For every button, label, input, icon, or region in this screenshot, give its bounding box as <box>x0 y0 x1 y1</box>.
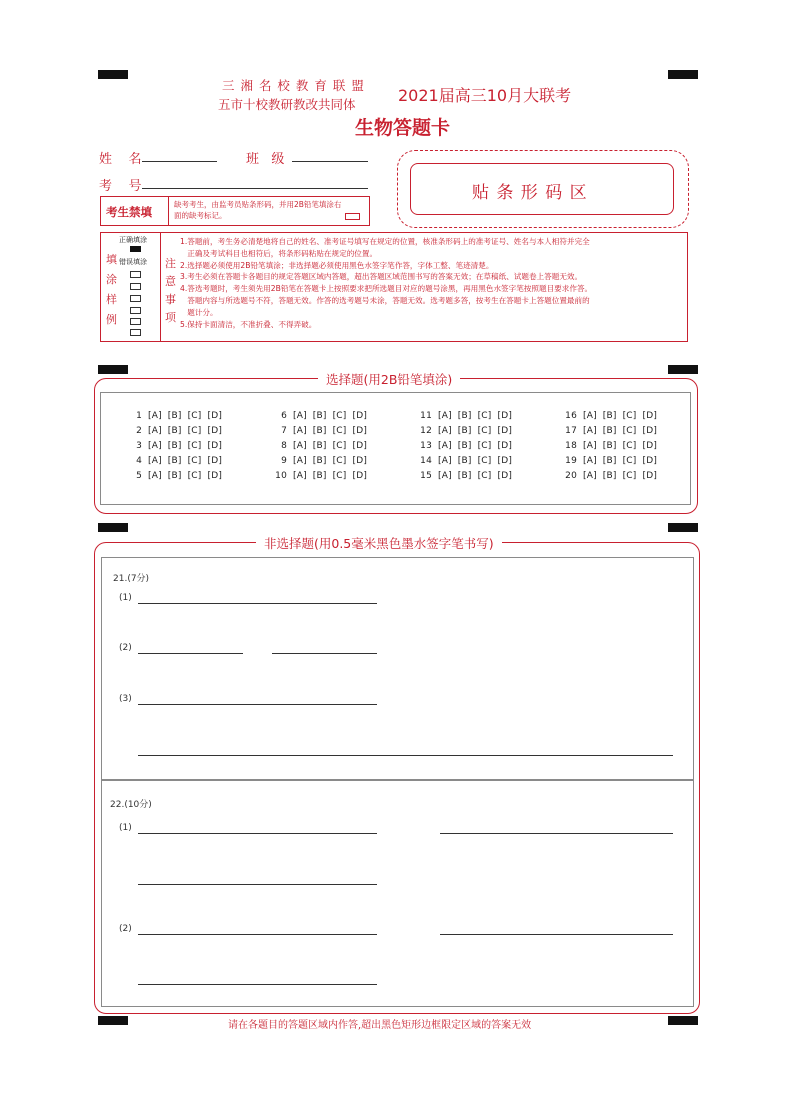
choice-option-bubble[interactable]: [C] <box>622 456 637 466</box>
choice-option-bubble[interactable]: [D] <box>207 426 223 436</box>
q21-part-3-line-long[interactable] <box>138 755 673 756</box>
q22-part-1-label: (1) <box>119 823 132 833</box>
correct-fill-sample <box>130 246 141 252</box>
id-input-line[interactable] <box>142 188 368 189</box>
choice-option-bubble[interactable]: [C] <box>332 456 347 466</box>
fill-example-cell <box>101 233 161 341</box>
choice-option-bubble[interactable]: [D] <box>642 456 658 466</box>
q22-part-1-line-a[interactable] <box>138 833 377 834</box>
q21-answer-box <box>101 557 694 781</box>
correct-fill-label: 正确填涂 <box>119 236 147 244</box>
absent-mark-box[interactable] <box>345 213 360 220</box>
exam-title: 2021届高三10月大联考 <box>398 86 572 105</box>
choice-option-bubble[interactable]: [D] <box>642 441 658 451</box>
choice-question-number: 13 <box>420 441 432 451</box>
choice-option-bubble[interactable]: [C] <box>332 411 347 421</box>
choice-option-bubble[interactable]: [B] <box>167 471 182 481</box>
notes-char: 意 <box>165 275 176 288</box>
choice-option-bubble[interactable]: [C] <box>622 471 637 481</box>
choice-option-bubble[interactable]: [D] <box>207 411 223 421</box>
q22-part-1-line-b[interactable] <box>440 833 673 834</box>
choice-option-bubble[interactable]: [A] <box>438 426 452 436</box>
choice-option-bubble[interactable]: [C] <box>332 441 347 451</box>
choice-question-number: 15 <box>420 471 432 481</box>
choice-question-number: 17 <box>565 426 577 436</box>
choice-option-bubble[interactable]: [B] <box>312 411 327 421</box>
choice-question-row <box>273 411 373 421</box>
notes-item: 4.答选考题时，考生须先用2B铅笔在答题卡上按照要求把所选题目对应的题号涂黑，再用黑色水签字笔按照题目要求作答。 <box>180 284 593 294</box>
choice-option-bubble[interactable]: [B] <box>167 411 182 421</box>
notes-item: 1.答题前，考生务必清楚地将自己的姓名、准考证号填写在规定的位置，核准条形码上的准考证号、姓名与本人相符并完全 <box>180 237 590 246</box>
notes-char: 事 <box>165 293 176 306</box>
choice-question-row <box>418 471 518 481</box>
footer-notice: 请在各题目的答题区域内作答,超出黑色矩形边框限定区域的答案无效 <box>228 1020 532 1031</box>
choice-option-bubble[interactable]: [C] <box>187 471 202 481</box>
choice-option-bubble[interactable]: [B] <box>312 456 327 466</box>
choice-option-bubble[interactable]: [C] <box>332 426 347 436</box>
choice-option-bubble[interactable]: [A] <box>148 426 162 436</box>
wrong-fill-sample-dot <box>130 295 141 302</box>
choice-option-bubble[interactable]: [D] <box>497 471 513 481</box>
choice-question-number: 20 <box>565 471 577 481</box>
timing-mark <box>98 70 128 79</box>
choice-option-bubble[interactable]: [D] <box>642 426 658 436</box>
choice-option-bubble[interactable]: [B] <box>312 426 327 436</box>
notes-item: 正确及考试科目也相符后，将条形码粘贴在规定的位置。 <box>180 248 378 258</box>
q22-title: 22.(10分) <box>110 800 152 810</box>
q22-part-2-line-c[interactable] <box>138 984 377 985</box>
choice-question-number: 5 <box>136 471 142 481</box>
q21-part-2-line-b[interactable] <box>272 653 377 654</box>
choice-question-row <box>128 426 228 436</box>
timing-mark <box>668 70 698 79</box>
fill-example-char: 例 <box>106 313 117 326</box>
notes-item: 3.考生必须在答题卡各题目的规定答题区域内答题，超出答题区域范围书写的答案无效；在草稿纸、试题卷上答题无效。 <box>180 272 583 282</box>
choice-question-number: 2 <box>136 426 142 436</box>
choice-option-bubble[interactable]: [C] <box>477 411 492 421</box>
fill-example-char: 涂 <box>106 273 117 286</box>
class-input-line[interactable] <box>292 161 368 162</box>
choice-option-bubble[interactable]: [D] <box>497 441 513 451</box>
notes-char: 项 <box>165 311 176 324</box>
choice-option-bubble[interactable]: [C] <box>187 426 202 436</box>
nonchoice-section-title: 非选择题(用0.5毫米黑色墨水签字笔书写) <box>256 534 502 552</box>
choice-option-bubble[interactable]: [A] <box>293 471 307 481</box>
forbidden-label: 考生禁填 <box>106 205 152 219</box>
wrong-fill-sample-check <box>130 271 141 278</box>
q21-part-1-label: (1) <box>119 593 132 603</box>
choice-option-bubble[interactable]: [A] <box>583 411 597 421</box>
choice-option-bubble[interactable]: [D] <box>642 471 658 481</box>
choice-question-number: 4 <box>136 456 142 466</box>
choice-option-bubble[interactable]: [D] <box>642 411 658 421</box>
choice-question-number: 3 <box>136 441 142 451</box>
choice-question-row <box>128 441 228 451</box>
name-input-line[interactable] <box>142 161 217 162</box>
choice-question-number: 1 <box>136 411 142 421</box>
forbidden-text: 缺考考生，由监考员贴条形码，并用2B铅笔填涂右面的缺考标记。 <box>174 200 342 220</box>
choice-option-bubble[interactable]: [A] <box>148 471 162 481</box>
choice-option-bubble[interactable]: [D] <box>352 441 368 451</box>
choice-option-bubble[interactable]: [A] <box>148 441 162 451</box>
choice-question-row <box>273 426 373 436</box>
notes-list <box>180 236 682 330</box>
choice-option-bubble[interactable]: [B] <box>602 426 617 436</box>
choice-question-number: 16 <box>565 411 577 421</box>
choice-option-bubble[interactable]: [A] <box>293 411 307 421</box>
choice-section-title: 选择题(用2B铅笔填涂) <box>318 370 460 388</box>
choice-option-bubble[interactable]: [D] <box>352 456 368 466</box>
choice-option-bubble[interactable]: [A] <box>583 426 597 436</box>
choice-question-number: 11 <box>420 411 432 421</box>
q21-part-3-label: (3) <box>119 694 132 704</box>
org-line-2: 五市十校教研教改共同体 <box>218 97 356 112</box>
choice-option-bubble[interactable]: [A] <box>293 441 307 451</box>
choice-option-bubble[interactable]: [B] <box>457 456 472 466</box>
q22-answer-box <box>101 779 694 1007</box>
choice-option-bubble[interactable]: [A] <box>583 441 597 451</box>
choice-option-bubble[interactable]: [C] <box>477 456 492 466</box>
choice-option-bubble[interactable]: [A] <box>438 471 452 481</box>
choice-option-bubble[interactable]: [D] <box>352 426 368 436</box>
notes-item: 题计分。 <box>180 307 218 317</box>
choice-option-bubble[interactable]: [A] <box>583 471 597 481</box>
choice-question-number: 8 <box>281 441 287 451</box>
notes-item: 答题内容与所选题号不符，答题无效。作答的选考题号未涂，答题无效。选考题多答，按考生在答题卡上答题位置最前的 <box>180 295 590 305</box>
forbidden-label-cell <box>101 197 169 225</box>
choice-option-bubble[interactable]: [D] <box>497 456 513 466</box>
id-label: 考 号 <box>99 179 142 194</box>
timing-mark <box>98 523 128 532</box>
q22-part-1-line-c[interactable] <box>138 884 377 885</box>
choice-option-bubble[interactable]: [D] <box>207 456 223 466</box>
choice-option-bubble[interactable]: [B] <box>312 441 327 451</box>
q21-part-2-line-a[interactable] <box>138 653 243 654</box>
choice-option-bubble[interactable]: [C] <box>332 471 347 481</box>
fill-example-char: 填 <box>106 253 117 266</box>
choice-option-bubble[interactable]: [D] <box>207 441 223 451</box>
q22-part-2-label: (2) <box>119 924 132 934</box>
choice-question-row <box>563 471 663 481</box>
choice-option-bubble[interactable]: [A] <box>293 426 307 436</box>
choice-question-number: 9 <box>281 456 287 466</box>
choice-option-bubble[interactable]: [A] <box>438 441 452 451</box>
class-label: 班 级 <box>246 152 285 167</box>
choice-question-number: 12 <box>420 426 432 436</box>
notes-item: 2.选择题必须使用2B铅笔填涂；非选择题必须使用黑色水签字笔作答，字体工整、笔迹清楚。 <box>180 260 494 270</box>
q22-part-2-line-a[interactable] <box>138 934 377 935</box>
choice-option-bubble[interactable]: [B] <box>167 456 182 466</box>
choice-option-bubble[interactable]: [B] <box>457 441 472 451</box>
choice-option-bubble[interactable]: [C] <box>622 411 637 421</box>
choice-question-number: 7 <box>281 426 287 436</box>
choice-question-row <box>128 471 228 481</box>
q21-title: 21.(7分) <box>113 574 150 584</box>
choice-option-bubble[interactable]: [B] <box>602 456 617 466</box>
notes-item: 5.保持卡面清洁，不准折叠、不得弄破。 <box>180 319 317 329</box>
choice-option-bubble[interactable]: [C] <box>622 441 637 451</box>
choice-option-bubble[interactable]: [B] <box>167 426 182 436</box>
wrong-fill-label: 错误填涂 <box>119 258 147 266</box>
choice-question-number: 10 <box>275 471 287 481</box>
choice-option-bubble[interactable]: [B] <box>457 411 472 421</box>
barcode-area-label: 贴 条 形 码 区 <box>472 183 588 203</box>
choice-question-number: 14 <box>420 456 432 466</box>
choice-question-row <box>273 441 373 451</box>
subject-title: 生物答题卡 <box>355 117 451 139</box>
fill-example-char: 样 <box>106 293 117 306</box>
choice-option-bubble[interactable]: [B] <box>602 411 617 421</box>
choice-option-bubble[interactable]: [A] <box>148 411 162 421</box>
choice-option-bubble[interactable]: [A] <box>438 456 452 466</box>
choice-question-row <box>563 411 663 421</box>
choice-question-number: 6 <box>281 411 287 421</box>
choice-option-bubble[interactable]: [D] <box>497 411 513 421</box>
choice-question-number: 18 <box>565 441 577 451</box>
choice-option-bubble[interactable]: [A] <box>148 456 162 466</box>
choice-question-row <box>418 441 518 451</box>
q21-part-2-label: (2) <box>119 643 132 653</box>
choice-question-row <box>128 456 228 466</box>
choice-option-bubble[interactable]: [B] <box>602 441 617 451</box>
choice-option-bubble[interactable]: [B] <box>602 471 617 481</box>
choice-option-bubble[interactable]: [C] <box>477 426 492 436</box>
wrong-fill-sample-cross <box>130 283 141 290</box>
choice-option-bubble[interactable]: [B] <box>312 471 327 481</box>
choice-option-bubble[interactable]: [B] <box>457 426 472 436</box>
choice-question-row <box>273 456 373 466</box>
choice-question-row <box>273 471 373 481</box>
wrong-fill-sample-half <box>130 318 141 325</box>
choice-option-bubble[interactable]: [C] <box>622 426 637 436</box>
q21-part-3-line[interactable] <box>138 704 377 705</box>
notes-char: 注 <box>165 257 176 270</box>
q21-part-1-line[interactable] <box>138 603 377 604</box>
notes-box <box>100 232 688 342</box>
name-label: 姓 名 <box>99 152 142 167</box>
choice-question-number: 19 <box>565 456 577 466</box>
choice-question-row <box>563 441 663 451</box>
forbidden-box <box>100 196 370 226</box>
choice-option-bubble[interactable]: [C] <box>187 456 202 466</box>
q22-part-2-line-b[interactable] <box>440 934 673 935</box>
choice-option-bubble[interactable]: [C] <box>187 441 202 451</box>
choice-question-row <box>418 426 518 436</box>
choice-option-bubble[interactable]: [A] <box>438 411 452 421</box>
choice-option-bubble[interactable]: [C] <box>477 441 492 451</box>
choice-question-row <box>418 411 518 421</box>
choice-option-bubble[interactable]: [C] <box>187 411 202 421</box>
timing-mark <box>668 523 698 532</box>
choice-option-bubble[interactable]: [D] <box>497 426 513 436</box>
choice-question-row <box>563 456 663 466</box>
timing-mark <box>98 365 128 374</box>
org-line-1: 三 湘 名 校 教 育 联 盟 <box>222 78 365 93</box>
choice-option-bubble[interactable]: [D] <box>352 471 368 481</box>
choice-option-bubble[interactable]: [A] <box>293 456 307 466</box>
choice-question-row <box>563 426 663 436</box>
choice-option-bubble[interactable]: [B] <box>457 471 472 481</box>
choice-option-bubble[interactable]: [C] <box>477 471 492 481</box>
choice-option-bubble[interactable]: [D] <box>207 471 223 481</box>
choice-option-bubble[interactable]: [B] <box>167 441 182 451</box>
wrong-fill-sample-circle <box>130 307 141 314</box>
timing-mark <box>668 365 698 374</box>
timing-mark <box>98 1016 128 1025</box>
choice-option-bubble[interactable]: [D] <box>352 411 368 421</box>
timing-mark <box>668 1016 698 1025</box>
choice-question-row <box>128 411 228 421</box>
wrong-fill-sample-oval <box>130 329 141 336</box>
choice-question-row <box>418 456 518 466</box>
choice-option-bubble[interactable]: [A] <box>583 456 597 466</box>
